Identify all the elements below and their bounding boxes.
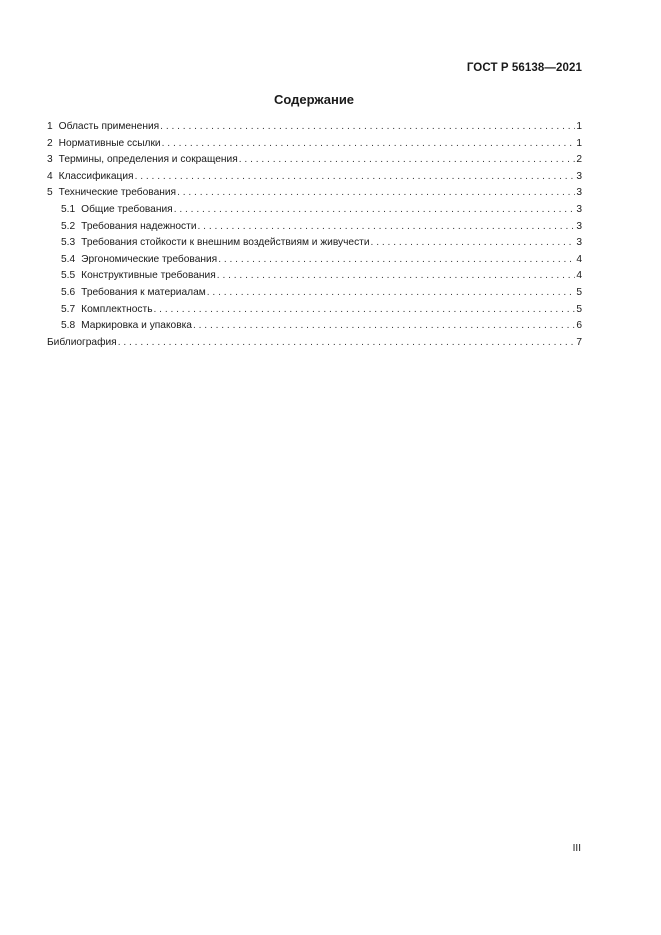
toc-entry-number: 5.6 xyxy=(61,286,76,298)
toc-entry[interactable] xyxy=(47,119,582,136)
toc-entry-page: 3 xyxy=(576,170,582,182)
toc-subentry[interactable] xyxy=(47,252,582,269)
toc-entry-number: 3 xyxy=(47,154,53,166)
page-number: III xyxy=(572,843,581,854)
toc-leader-dots xyxy=(193,318,575,335)
toc-leader-dots xyxy=(198,219,576,236)
toc-entry-title: Библиография xyxy=(47,336,117,348)
toc-entry-title: Требования стойкости к внешним воздействиям и живучести xyxy=(81,237,370,249)
toc-entry-number: 5.7 xyxy=(61,303,76,315)
toc-entry-page: 5 xyxy=(576,303,582,315)
toc-leader-dots xyxy=(154,302,576,319)
toc-leader-dots xyxy=(207,285,576,302)
toc-leader-dots xyxy=(177,185,575,202)
toc-entry-title: Требования к материалам xyxy=(81,286,206,298)
toc-entry-title: Требования надежности xyxy=(81,220,197,232)
toc-entry-title: Классификация xyxy=(58,170,134,182)
toc-leader-dots xyxy=(239,152,576,169)
toc-entry-title: Нормативные ссылки xyxy=(58,137,161,149)
toc-entry-number: 2 xyxy=(47,137,53,149)
toc-leader-dots xyxy=(217,268,576,285)
toc-entry-page: 4 xyxy=(576,270,582,282)
toc-entry-title: Эргономические требования xyxy=(81,253,218,265)
toc-entry-page: 1 xyxy=(576,137,582,149)
toc-leader-dots xyxy=(118,335,576,352)
toc-entry-number: 1 xyxy=(47,121,53,132)
toc-leader-dots xyxy=(162,136,576,153)
toc-entry-page: 5 xyxy=(576,286,582,298)
document-code: ГОСТ Р 56138—2021 xyxy=(466,62,582,74)
toc-leader-dots xyxy=(174,202,576,219)
toc-entry-page: 7 xyxy=(576,336,582,348)
toc-entry-title: Конструктивные требования xyxy=(81,270,216,282)
toc-entry-page: 3 xyxy=(576,203,582,215)
toc-subentry[interactable] xyxy=(47,202,582,219)
toc-entry-title: Общие требования xyxy=(81,203,173,215)
toc-entry[interactable] xyxy=(47,152,582,169)
toc-entry-page: 1 xyxy=(576,121,582,132)
toc-entry[interactable] xyxy=(47,136,582,153)
toc-entry-number: 5.5 xyxy=(61,270,76,282)
toc-leader-dots xyxy=(371,235,576,252)
toc-subentry[interactable] xyxy=(47,285,582,302)
toc-entry-page: 3 xyxy=(576,220,582,232)
toc-leader-dots xyxy=(218,252,575,269)
toc-entry-number: 5.4 xyxy=(61,253,76,265)
toc-title: Содержание xyxy=(273,92,355,107)
toc-entry-title: Технические требования xyxy=(58,187,177,199)
toc-entry[interactable] xyxy=(47,169,582,186)
table-of-contents xyxy=(47,119,582,351)
toc-entry-page: 6 xyxy=(576,320,582,332)
toc-entry-bibliography[interactable] xyxy=(47,335,582,352)
toc-subentry[interactable] xyxy=(47,268,582,285)
toc-entry-title: Маркировка и упаковка xyxy=(81,320,192,332)
toc-subentry[interactable] xyxy=(47,302,582,319)
toc-entry-title: Комплектность xyxy=(81,303,153,315)
toc-entry-number: 5.8 xyxy=(61,320,76,332)
toc-entry-number: 5.3 xyxy=(61,237,76,249)
toc-entry-page: 3 xyxy=(576,237,582,249)
toc-leader-dots xyxy=(135,169,576,186)
toc-entry-page: 2 xyxy=(576,154,582,166)
toc-subentry[interactable] xyxy=(47,318,582,335)
toc-entry-number: 4 xyxy=(47,170,53,182)
toc-subentry[interactable] xyxy=(47,219,582,236)
toc-entry-number: 5.2 xyxy=(61,220,76,232)
toc-entry-page: 4 xyxy=(576,253,582,265)
toc-subentry[interactable] xyxy=(47,235,582,252)
toc-entry-number: 5 xyxy=(47,187,53,199)
toc-leader-dots xyxy=(160,119,575,136)
toc-entry-page: 3 xyxy=(576,187,582,199)
toc-entry-title: Термины, определения и сокращения xyxy=(58,154,238,166)
toc-entry-title: Область применения xyxy=(58,121,160,132)
toc-entry-number: 5.1 xyxy=(61,203,76,215)
toc-entry[interactable] xyxy=(47,185,582,202)
